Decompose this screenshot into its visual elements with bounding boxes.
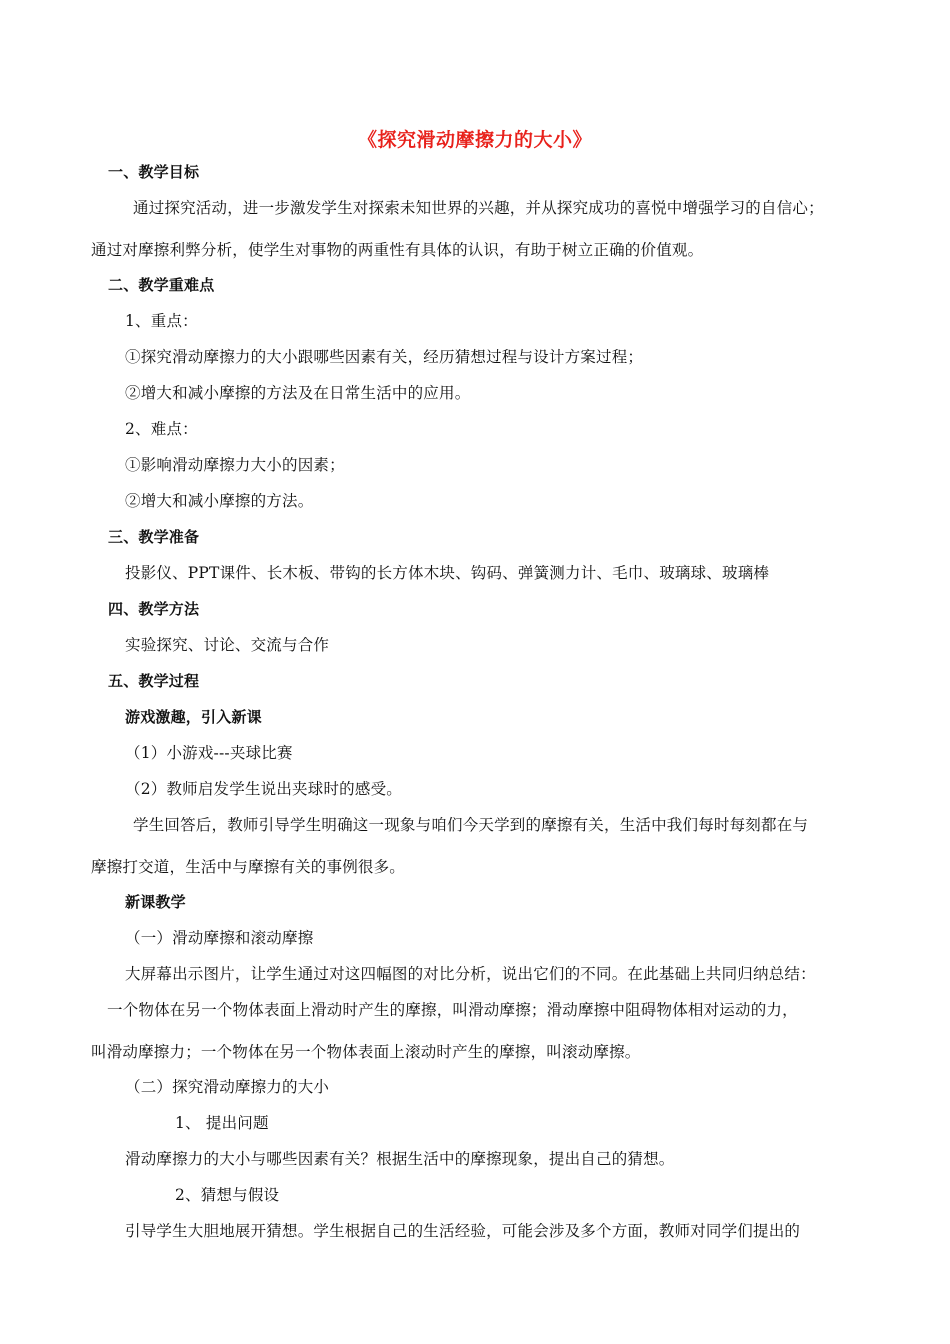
- document-title: 《探究滑动摩擦力的大小》: [357, 129, 592, 151]
- subheading-new-lesson: 新课教学: [125, 893, 186, 911]
- paragraph-line: 通过探究活动，进一步激发学生对探索未知世界的兴趣，并从探究成功的喜悦中增强学习的自信心；: [133, 199, 824, 217]
- heading-methods: 四、教学方法: [108, 600, 200, 618]
- list-item: （1）小游戏---夹球比赛: [125, 744, 293, 762]
- subheading-key: 1、重点：: [125, 312, 198, 330]
- list-item: ①影响滑动摩擦力大小的因素；: [125, 456, 345, 474]
- step-label: 2、猜想与假设: [175, 1186, 280, 1204]
- heading-process: 五、教学过程: [108, 672, 200, 690]
- paragraph-line: 摩擦打交道，生活中与摩擦有关的事例很多。: [91, 858, 406, 876]
- step-label: 1、 提出问题: [175, 1114, 269, 1132]
- subheading-game-intro: 游戏激趣，引入新课: [125, 708, 262, 726]
- paragraph-line: 通过对摩擦利弊分析，使学生对事物的两重性有具体的认识，有助于树立正确的价值观。: [91, 241, 704, 259]
- paragraph-line: 一个物体在另一个物体表面上滑动时产生的摩擦，叫滑动摩擦；滑动摩擦中阻碍物体相对运动的力，: [107, 1001, 798, 1019]
- paragraph-line: 引导学生大胆地展开猜想。学生根据自己的生活经验，可能会涉及多个方面，教师对同学们提出的: [125, 1222, 801, 1240]
- list-item: ①探究滑动摩擦力的大小跟哪些因素有关，经历猜想过程与设计方案过程；: [125, 348, 644, 366]
- heading-key-points: 二、教学重难点: [108, 276, 215, 294]
- list-item: ②增大和减小摩擦的方法。: [125, 492, 314, 510]
- heading-preparation: 三、教学准备: [108, 528, 200, 546]
- list-item: （2）教师启发学生说出夹球时的感受。: [125, 780, 402, 798]
- paragraph-line: 实验探究、讨论、交流与合作: [125, 636, 330, 654]
- paragraph-line: 滑动摩擦力的大小与哪些因素有关？根据生活中的摩擦现象，提出自己的猜想。: [125, 1150, 675, 1168]
- paragraph-line: 投影仪、PPT课件、长木板、带钩的长方体木块、钩码、弹簧测力计、毛巾、玻璃球、玻璃棒: [125, 564, 770, 582]
- section-label: （二）探究滑动摩擦力的大小: [125, 1078, 330, 1096]
- paragraph-line: 叫滑动摩擦力；一个物体在另一个物体表面上滚动时产生的摩擦，叫滚动摩擦。: [91, 1043, 641, 1061]
- paragraph-line: 学生回答后，教师引导学生明确这一现象与咱们今天学到的摩擦有关，生活中我们每时每刻都在与: [133, 816, 809, 834]
- section-label: （一）滑动摩擦和滚动摩擦: [125, 929, 314, 947]
- subheading-difficulty: 2、难点：: [125, 420, 198, 438]
- paragraph-line: 大屏幕出示图片，让学生通过对这四幅图的对比分析，说出它们的不同。在此基础上共同归纳总结：: [125, 965, 816, 983]
- heading-teaching-goals: 一、教学目标: [108, 163, 200, 181]
- list-item: ②增大和减小摩擦的方法及在日常生活中的应用。: [125, 384, 471, 402]
